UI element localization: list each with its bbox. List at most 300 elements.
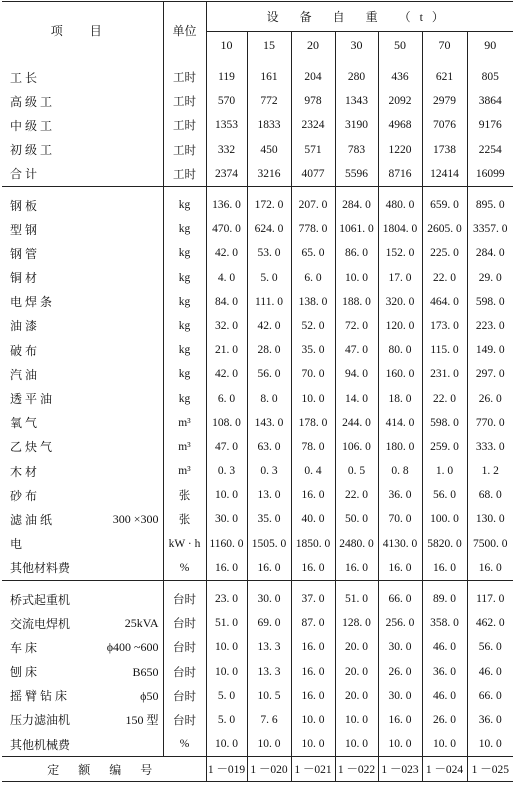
item-name-cell	[2, 314, 163, 338]
value-cell: 9176	[467, 113, 513, 137]
value-cell: 244. 0	[335, 411, 378, 435]
table-row	[2, 435, 513, 459]
value-cell: 5. 0	[206, 684, 247, 708]
value-cell: 1833	[247, 113, 291, 137]
item-spec: 25kVA	[124, 616, 159, 631]
value-cell: 10. 0	[422, 732, 467, 757]
value-cell: 284. 0	[335, 193, 378, 217]
value-cell: 87. 0	[291, 611, 335, 635]
value-cell: 772	[247, 89, 291, 113]
header-col: 90	[467, 32, 513, 60]
item-unit: 工时	[163, 113, 206, 137]
header-weight-group: 设 备 自 重 （t）	[206, 2, 513, 32]
value-cell: 69. 0	[247, 611, 291, 635]
item-unit: kg	[163, 314, 206, 338]
value-cell: 10. 0	[291, 732, 335, 757]
value-cell: 16. 0	[291, 483, 335, 507]
value-cell: 66. 0	[467, 684, 513, 708]
value-cell: 143. 0	[247, 411, 291, 435]
header-col: 70	[422, 32, 467, 60]
item-name-cell	[2, 290, 163, 314]
value-cell: 36. 0	[422, 660, 467, 684]
item-unit: 张	[163, 507, 206, 531]
value-cell: 2254	[467, 138, 513, 162]
value-cell: 6. 0	[206, 386, 247, 410]
item-name: 压力滤油机	[10, 713, 71, 728]
value-cell: 4077	[291, 162, 335, 187]
value-cell: 10. 0	[291, 386, 335, 410]
table-row	[2, 611, 513, 635]
value-cell: 80. 0	[378, 338, 422, 362]
value-cell: 51. 0	[335, 587, 378, 611]
item-name: 车 床	[10, 640, 38, 655]
value-cell: 1738	[422, 138, 467, 162]
value-cell: 14. 0	[335, 386, 378, 410]
value-cell: 570	[206, 89, 247, 113]
table-row	[2, 386, 513, 410]
value-cell: 1804. 0	[378, 217, 422, 241]
item-name-cell	[2, 635, 163, 659]
value-cell: 10. 0	[206, 660, 247, 684]
quota-code: 1 －025	[467, 757, 513, 782]
table-row	[2, 89, 513, 113]
value-cell: 22. 0	[335, 483, 378, 507]
value-cell: 4. 0	[206, 266, 247, 290]
table-row	[2, 532, 513, 556]
value-cell: 10. 0	[206, 732, 247, 757]
value-cell: 1353	[206, 113, 247, 137]
item-name: 初 级 工	[10, 143, 53, 158]
value-cell: 10. 0	[335, 708, 378, 732]
item-name: 汽 油	[10, 367, 38, 382]
table-row	[2, 459, 513, 483]
value-cell: 10. 0	[467, 732, 513, 757]
value-cell: 225. 0	[422, 241, 467, 265]
value-cell: 624. 0	[247, 217, 291, 241]
value-cell: 1. 0	[422, 459, 467, 483]
value-cell: 47. 0	[206, 435, 247, 459]
value-cell: 320. 0	[378, 290, 422, 314]
value-cell: 280	[335, 65, 378, 89]
item-spec: 300 ×300	[112, 512, 159, 527]
value-cell: 119	[206, 65, 247, 89]
value-cell: 70. 0	[291, 362, 335, 386]
item-unit: m³	[163, 459, 206, 483]
value-cell: 16. 0	[291, 635, 335, 659]
item-name-cell	[2, 708, 163, 732]
header-col: 20	[291, 32, 335, 60]
value-cell: 53. 0	[247, 241, 291, 265]
value-cell: 128. 0	[335, 611, 378, 635]
value-cell: 1220	[378, 138, 422, 162]
value-cell: 2374	[206, 162, 247, 187]
value-cell: 86. 0	[335, 241, 378, 265]
value-cell: 5. 0	[247, 266, 291, 290]
value-cell: 571	[291, 138, 335, 162]
table-row	[2, 362, 513, 386]
value-cell: 10. 0	[291, 708, 335, 732]
value-cell: 16. 0	[247, 556, 291, 581]
quota-code: 1 －019	[206, 757, 247, 782]
value-cell: 65. 0	[291, 241, 335, 265]
item-name-cell	[2, 459, 163, 483]
value-cell: 46. 0	[422, 684, 467, 708]
value-cell: 480. 0	[378, 193, 422, 217]
value-cell: 36. 0	[378, 483, 422, 507]
item-name: 铜 材	[10, 271, 38, 286]
value-cell: 22. 0	[422, 386, 467, 410]
value-cell: 333. 0	[467, 435, 513, 459]
table-row	[2, 162, 513, 187]
value-cell: 26. 0	[378, 660, 422, 684]
value-cell: 4130. 0	[378, 532, 422, 556]
value-cell: 56. 0	[467, 635, 513, 659]
value-cell: 598. 0	[467, 290, 513, 314]
value-cell: 10. 0	[378, 732, 422, 757]
item-name: 电 焊 条	[10, 295, 53, 310]
item-spec: 150 型	[125, 712, 159, 727]
value-cell: 42. 0	[206, 241, 247, 265]
header-col: 10	[206, 32, 247, 60]
value-cell: 16. 0	[206, 556, 247, 581]
item-name-cell	[2, 483, 163, 507]
header-row-top	[2, 2, 513, 32]
item-name: 乙 炔 气	[10, 440, 53, 455]
item-name-cell	[2, 532, 163, 556]
value-cell: 16099	[467, 162, 513, 187]
value-cell: 3190	[335, 113, 378, 137]
value-cell: 63. 0	[247, 435, 291, 459]
item-name: 高 级 工	[10, 94, 53, 109]
value-cell: 56. 0	[247, 362, 291, 386]
item-name-cell	[2, 660, 163, 684]
value-cell: 450	[247, 138, 291, 162]
value-cell: 30. 0	[378, 684, 422, 708]
value-cell: 8716	[378, 162, 422, 187]
value-cell: 16. 0	[291, 684, 335, 708]
value-cell: 13. 0	[247, 483, 291, 507]
value-cell: 10. 0	[335, 266, 378, 290]
item-spec: B650	[132, 664, 159, 679]
item-name: 木 材	[10, 464, 38, 479]
value-cell: 35. 0	[291, 338, 335, 362]
value-cell: 3357. 0	[467, 217, 513, 241]
item-name: 透 平 油	[10, 392, 53, 407]
value-cell: 10. 0	[247, 732, 291, 757]
value-cell: 284. 0	[467, 241, 513, 265]
value-cell: 895. 0	[467, 193, 513, 217]
value-cell: 17. 0	[378, 266, 422, 290]
quota-number-label: 定 额 编 号	[2, 757, 206, 782]
quota-code: 1 －022	[335, 757, 378, 782]
value-cell: 20. 0	[335, 660, 378, 684]
header-col: 50	[378, 32, 422, 60]
value-cell: 978	[291, 89, 335, 113]
item-name-cell	[2, 556, 163, 581]
value-cell: 56. 0	[422, 483, 467, 507]
value-cell: 22. 0	[422, 266, 467, 290]
item-name: 摇 臂 钻 床	[10, 689, 68, 704]
value-cell: 78. 0	[291, 435, 335, 459]
value-cell: 100. 0	[422, 507, 467, 531]
value-cell: 70. 0	[378, 507, 422, 531]
table-row	[2, 266, 513, 290]
value-cell: 30. 0	[247, 587, 291, 611]
item-unit: kg	[163, 193, 206, 217]
value-cell: 106. 0	[335, 435, 378, 459]
table-row	[2, 411, 513, 435]
value-cell: 46. 0	[422, 635, 467, 659]
value-cell: 23. 0	[206, 587, 247, 611]
table-body	[2, 59, 513, 757]
value-cell: 68. 0	[467, 483, 513, 507]
item-name-cell	[2, 162, 163, 187]
value-cell: 805	[467, 65, 513, 89]
value-cell: 30. 0	[378, 635, 422, 659]
value-cell: 138. 0	[291, 290, 335, 314]
item-unit: 张	[163, 483, 206, 507]
value-cell: 7. 6	[247, 708, 291, 732]
value-cell: 2092	[378, 89, 422, 113]
value-cell: 598. 0	[422, 411, 467, 435]
value-cell: 332	[206, 138, 247, 162]
table-row	[2, 684, 513, 708]
value-cell: 1160. 0	[206, 532, 247, 556]
value-cell: 51. 0	[206, 611, 247, 635]
item-name: 交流电焊机	[10, 616, 71, 631]
value-cell: 16. 0	[467, 556, 513, 581]
item-spec: ϕ50	[140, 688, 159, 703]
value-cell: 180. 0	[378, 435, 422, 459]
item-name: 桥式起重机	[10, 592, 71, 607]
item-name-cell	[2, 411, 163, 435]
value-cell: 0. 8	[378, 459, 422, 483]
value-cell: 35. 0	[247, 507, 291, 531]
value-cell: 178. 0	[291, 411, 335, 435]
item-name-cell	[2, 587, 163, 611]
item-unit: 台时	[163, 635, 206, 659]
value-cell: 16. 0	[378, 556, 422, 581]
item-name: 破 布	[10, 343, 38, 358]
value-cell: 32. 0	[206, 314, 247, 338]
item-name-cell	[2, 266, 163, 290]
table-row	[2, 314, 513, 338]
value-cell: 2324	[291, 113, 335, 137]
item-name: 刨 床	[10, 665, 38, 680]
value-cell: 72. 0	[335, 314, 378, 338]
item-unit: 台时	[163, 587, 206, 611]
quota-code: 1 －023	[378, 757, 422, 782]
item-name: 钢 板	[10, 198, 38, 213]
item-name: 电	[10, 537, 23, 552]
item-name-cell	[2, 386, 163, 410]
item-name-cell	[2, 435, 163, 459]
value-cell: 7500. 0	[467, 532, 513, 556]
table-row	[2, 660, 513, 684]
table-row	[2, 635, 513, 659]
item-name: 氧 气	[10, 416, 38, 431]
value-cell: 28. 0	[247, 338, 291, 362]
value-cell: 0. 3	[206, 459, 247, 483]
value-cell: 0. 3	[247, 459, 291, 483]
value-cell: 462. 0	[467, 611, 513, 635]
item-unit: %	[163, 732, 206, 757]
item-name: 工 长	[10, 70, 38, 85]
value-cell: 1061. 0	[335, 217, 378, 241]
value-cell: 16. 0	[291, 660, 335, 684]
item-unit: kg	[163, 217, 206, 241]
value-cell: 108. 0	[206, 411, 247, 435]
item-name: 滤 油 纸	[10, 512, 53, 527]
item-name: 钢 管	[10, 246, 38, 261]
item-name: 中 级 工	[10, 118, 53, 133]
item-name-cell	[2, 138, 163, 162]
item-name-cell	[2, 65, 163, 89]
value-cell: 26. 0	[467, 386, 513, 410]
value-cell: 2605. 0	[422, 217, 467, 241]
item-unit: 台时	[163, 611, 206, 635]
value-cell: 20. 0	[335, 635, 378, 659]
value-cell: 297. 0	[467, 362, 513, 386]
value-cell: 47. 0	[335, 338, 378, 362]
item-unit: m³	[163, 411, 206, 435]
value-cell: 259. 0	[422, 435, 467, 459]
value-cell: 188. 0	[335, 290, 378, 314]
value-cell: 16. 0	[422, 556, 467, 581]
value-cell: 18. 0	[378, 386, 422, 410]
value-cell: 10. 5	[247, 684, 291, 708]
item-unit: kg	[163, 386, 206, 410]
item-unit: %	[163, 556, 206, 581]
value-cell: 30. 0	[206, 507, 247, 531]
item-name: 其他材料费	[10, 561, 71, 576]
value-cell: 21. 0	[206, 338, 247, 362]
value-cell: 1343	[335, 89, 378, 113]
value-cell: 2979	[422, 89, 467, 113]
value-cell: 204	[291, 65, 335, 89]
value-cell: 130. 0	[467, 507, 513, 531]
value-cell: 358. 0	[422, 611, 467, 635]
item-unit: kg	[163, 241, 206, 265]
value-cell: 5. 0	[206, 708, 247, 732]
item-unit: 工时	[163, 138, 206, 162]
quota-code: 1 －020	[247, 757, 291, 782]
item-name: 其他机械费	[10, 737, 71, 752]
item-unit: 工时	[163, 65, 206, 89]
value-cell: 42. 0	[247, 314, 291, 338]
value-cell: 7076	[422, 113, 467, 137]
header-item: 项 目	[2, 2, 163, 60]
item-unit: 台时	[163, 708, 206, 732]
item-name-cell	[2, 193, 163, 217]
value-cell: 16. 0	[378, 708, 422, 732]
value-cell: 46. 0	[467, 660, 513, 684]
value-cell: 223. 0	[467, 314, 513, 338]
item-unit: kW · h	[163, 532, 206, 556]
value-cell: 117. 0	[467, 587, 513, 611]
table-row	[2, 193, 513, 217]
value-cell: 149. 0	[467, 338, 513, 362]
item-unit: 台时	[163, 684, 206, 708]
value-cell: 66. 0	[378, 587, 422, 611]
value-cell: 173. 0	[422, 314, 467, 338]
table-row	[2, 556, 513, 581]
table-row	[2, 241, 513, 265]
value-cell: 13. 3	[247, 635, 291, 659]
value-cell: 10. 0	[206, 635, 247, 659]
table-row	[2, 338, 513, 362]
value-cell: 16. 0	[335, 556, 378, 581]
value-cell: 470. 0	[206, 217, 247, 241]
footer-row	[2, 757, 513, 782]
table-row	[2, 65, 513, 89]
table-row	[2, 290, 513, 314]
item-spec: ϕ400 ~600	[106, 640, 159, 655]
table-row	[2, 587, 513, 611]
item-unit: kg	[163, 266, 206, 290]
value-cell: 414. 0	[378, 411, 422, 435]
quota-code: 1 －021	[291, 757, 335, 782]
value-cell: 36. 0	[467, 708, 513, 732]
item-name-cell	[2, 113, 163, 137]
table-row	[2, 217, 513, 241]
value-cell: 231. 0	[422, 362, 467, 386]
value-cell: 89. 0	[422, 587, 467, 611]
value-cell: 111. 0	[247, 290, 291, 314]
value-cell: 207. 0	[291, 193, 335, 217]
item-name-cell	[2, 217, 163, 241]
value-cell: 16. 0	[291, 556, 335, 581]
value-cell: 161	[247, 65, 291, 89]
item-unit: 台时	[163, 660, 206, 684]
value-cell: 3216	[247, 162, 291, 187]
item-unit: kg	[163, 362, 206, 386]
value-cell: 50. 0	[335, 507, 378, 531]
value-cell: 8. 0	[247, 386, 291, 410]
item-name-cell	[2, 684, 163, 708]
value-cell: 42. 0	[206, 362, 247, 386]
item-name-cell	[2, 732, 163, 757]
value-cell: 120. 0	[378, 314, 422, 338]
value-cell: 10. 0	[206, 483, 247, 507]
value-cell: 770. 0	[467, 411, 513, 435]
value-cell: 436	[378, 65, 422, 89]
value-cell: 37. 0	[291, 587, 335, 611]
value-cell: 136. 0	[206, 193, 247, 217]
value-cell: 1850. 0	[291, 532, 335, 556]
item-name: 型 钢	[10, 222, 38, 237]
value-cell: 659. 0	[422, 193, 467, 217]
table-row	[2, 732, 513, 757]
value-cell: 20. 0	[335, 684, 378, 708]
item-unit: 工时	[163, 162, 206, 187]
value-cell: 2480. 0	[335, 532, 378, 556]
value-cell: 26. 0	[422, 708, 467, 732]
value-cell: 115. 0	[422, 338, 467, 362]
value-cell: 29. 0	[467, 266, 513, 290]
header-unit: 单位	[163, 2, 206, 60]
value-cell: 6. 0	[291, 266, 335, 290]
item-unit: m³	[163, 435, 206, 459]
value-cell: 160. 0	[378, 362, 422, 386]
item-unit: kg	[163, 290, 206, 314]
table-row	[2, 708, 513, 732]
item-unit: 工时	[163, 89, 206, 113]
item-name: 合 计	[10, 167, 38, 182]
table-row	[2, 113, 513, 137]
value-cell: 12414	[422, 162, 467, 187]
item-name-cell	[2, 89, 163, 113]
